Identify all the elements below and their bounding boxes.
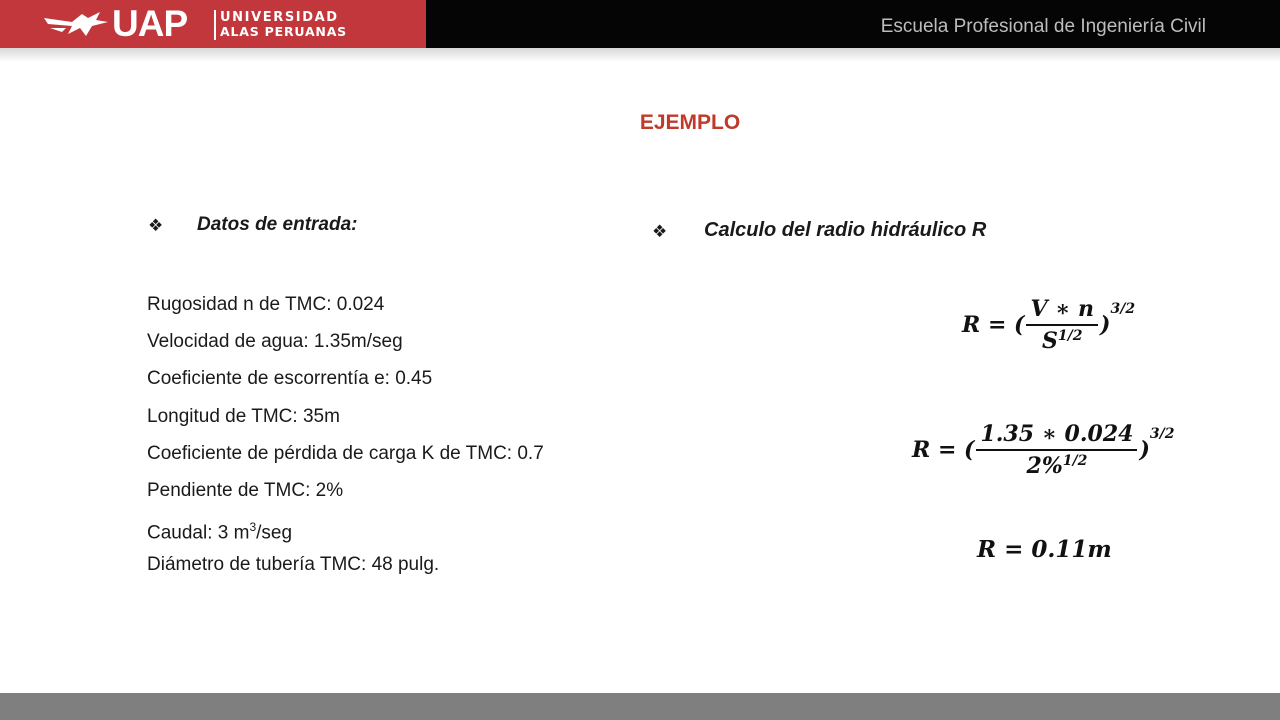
formula-exponent: 3/2 [1110,301,1136,317]
header-shadow [0,48,1280,62]
formula-lhs: R = ( [962,312,1025,338]
caudal-suffix: /seg [256,522,293,544]
denominator-exponent: 1/2 [1057,328,1083,344]
university-logo [0,0,426,48]
slide-title: EJEMPLO [639,111,741,134]
input-data-heading: Datos de entrada: [197,214,358,235]
bird-emblem-icon [42,8,110,42]
diamond-bullet-icon: ❖ [148,216,164,235]
formula-fraction [1026,296,1098,354]
formula-fraction [976,421,1137,479]
denominator-base: 2% [1026,453,1063,479]
formula-lhs: R = ( [912,437,975,463]
list-item: Coeficiente de escorrentía e: 0.45 [147,368,433,390]
calculation-heading: Calculo del radio hidráulico R [704,219,987,241]
diamond-bullet-icon: ❖ [652,222,668,241]
denominator-base: S [1042,328,1058,354]
formula-close: ) [1100,312,1111,338]
formula-result: R = 0.11m [977,536,1112,563]
formula-exponent: 3/2 [1149,426,1175,442]
list-item: Velocidad de agua: 1.35m/seg [147,331,403,353]
caudal-prefix: Caudal: 3 m [147,522,250,544]
logo-divider [214,10,216,40]
header-bar [0,0,1280,48]
school-name: Escuela Profesional de Ingeniería Civil [880,16,1206,37]
formula-numerator: V ∗ n [1026,296,1098,326]
formula-denominator [1023,451,1092,479]
input-data-list [147,286,544,584]
logo-line-1: UNIVERSIDAD [220,10,339,25]
list-item-caudal [147,509,544,546]
formula-denominator [1038,326,1087,354]
formula-general [962,296,1135,354]
list-item: Pendiente de TMC: 2% [147,479,344,501]
formula-close: ) [1139,437,1150,463]
list-item: Longitud de TMC: 35m [147,405,340,427]
logo-line-2: ALAS PERUANAS [220,24,347,39]
logo-acronym: UAP [112,3,188,44]
denominator-exponent: 1/2 [1062,453,1088,469]
list-item: Rugosidad n de TMC: 0.024 [147,294,385,315]
formula-substituted [912,421,1174,479]
list-item: Coeficiente de pérdida de carga K de TMC: 0.7 [147,442,544,464]
caudal-exponent: 3 [249,520,257,535]
footer-bar [0,693,1280,720]
formula-numerator: 1.35 ∗ 0.024 [976,421,1137,451]
list-item: Diámetro de tubería TMC: 48 pulg. [147,554,440,576]
